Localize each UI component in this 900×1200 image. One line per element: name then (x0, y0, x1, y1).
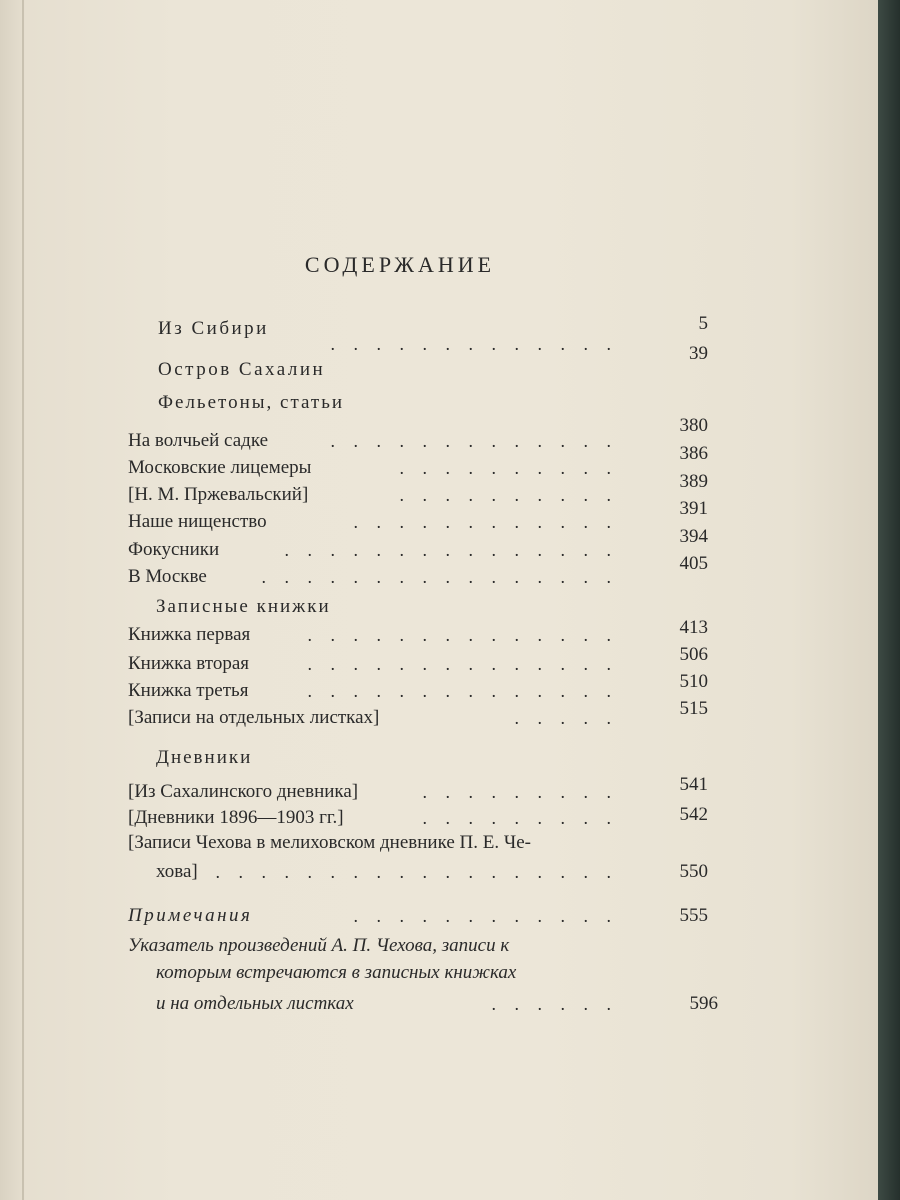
toc-entry-page: 555 (679, 905, 708, 926)
toc-entry-page: 596 (689, 993, 718, 1014)
toc-entry (128, 563, 708, 591)
toc-entry-dots: . . . . . . . . . . . . . . . (284, 540, 618, 560)
toc-entry-page: 5 (698, 313, 708, 334)
toc-entry-page: 542 (679, 804, 708, 825)
toc-entry (158, 343, 708, 384)
toc-entry-title: [Записи на отдельных листках] (128, 707, 380, 728)
toc-entry (128, 644, 708, 678)
toc-entry-title: Из Сибири (158, 318, 269, 339)
toc-entry-notes (128, 902, 708, 930)
toc-entry-title: Книжка первая (128, 624, 251, 645)
toc-entry-dots: . . . . . . (491, 994, 618, 1014)
toc-entry-dots: . . . . . . . . . . (399, 485, 618, 505)
toc-entry-page: 515 (679, 698, 708, 719)
section-heading: Дневники (156, 747, 253, 768)
toc-entry-page: 413 (679, 617, 708, 638)
toc-entry-page: 405 (679, 553, 708, 574)
toc-entry-page: 389 (679, 471, 708, 492)
toc-entry-dots: . . . . . . . . . . . . . . (307, 654, 618, 674)
toc-entry-page: 394 (679, 526, 708, 547)
toc-entry-dots: . . . . . (514, 708, 618, 728)
toc-index-line1: Указатель произведений А. П. Чехова, записи к (128, 935, 510, 956)
toc-entry-dots: . . . . . . . . . . . . (353, 512, 618, 532)
toc-entry (128, 858, 708, 886)
toc-entry-dots: . . . . . . . . . . . . . (330, 334, 618, 354)
toc-entry-dots: . . . . . . . . . . . . . . (307, 681, 618, 701)
toc-entry-title: Фокусники (128, 539, 220, 560)
toc-entry-page: 541 (679, 774, 708, 795)
toc-entry-title-line1: [Записи Чехова в мелиховском дневнике П. Е. Че- (128, 832, 531, 853)
toc-entry-title: [Из Сахалинского дневника] (128, 781, 359, 802)
toc-entry-dots: . . . . . . . . . . . . . . . . . . (215, 862, 618, 882)
section-heading: Фельетоны, статьи (158, 392, 345, 413)
toc-entry-dots: . . . . . . . . . (422, 782, 618, 802)
toc-entry (128, 774, 708, 806)
toc-entry (128, 671, 708, 705)
toc-entry (128, 617, 708, 649)
toc-entry-dots: . . . . . . . . . . . . . . (307, 625, 618, 645)
toc-entry-title: Примечания (128, 905, 253, 926)
toc-entry (128, 698, 708, 732)
toc-dots-row (158, 330, 708, 358)
toc-entry-title: Остров Сахалин (158, 359, 326, 380)
toc-entry-title: На волчьей садке (128, 430, 269, 451)
toc-entry-page: 386 (679, 443, 708, 464)
toc-entry (128, 804, 708, 832)
toc-entry-title: [Н. М. Пржевальский] (128, 484, 309, 505)
toc-entry-page: 391 (679, 498, 708, 519)
toc-entry-dots: . . . . . . . . . . . . . . . . (261, 567, 618, 587)
toc-entry-title: [Дневники 1896—1903 гг.] (128, 807, 344, 828)
section-heading: Записные книжки (156, 596, 331, 617)
toc-entry-title: Московские лицемеры (128, 457, 312, 478)
toc-entry-title: Книжка третья (128, 680, 249, 701)
toc-entry-dots: . . . . . . . . . . . . (353, 906, 618, 926)
toc-entry-page: 39 (689, 343, 708, 364)
toc-entry-page: 550 (679, 861, 708, 882)
toc-entry-title-line2: хова] (156, 861, 198, 882)
toc-entry-title: В Москве (128, 566, 207, 587)
toc-index-line2: которым встречаются в записных книжках (156, 962, 517, 983)
page-edge (22, 0, 24, 1200)
toc-entry-dots: . . . . . . . . . . . . . (330, 431, 618, 451)
toc-entry-title: Наше нищенство (128, 511, 267, 532)
book-cover-edge (878, 0, 900, 1200)
page-title: СОДЕРЖАНИЕ (304, 252, 496, 277)
toc-entry-page: 510 (679, 671, 708, 692)
toc-entry-page: 380 (679, 415, 708, 436)
toc-entry-title: Книжка вторая (128, 653, 249, 674)
toc-entry-index (128, 990, 718, 1018)
toc-index-line3: и на отдельных листках (156, 993, 354, 1014)
toc-entry-dots: . . . . . . . . . . (399, 458, 618, 478)
toc-entry-dots: . . . . . . . . . (422, 808, 618, 828)
toc-entry-page: 506 (679, 644, 708, 665)
